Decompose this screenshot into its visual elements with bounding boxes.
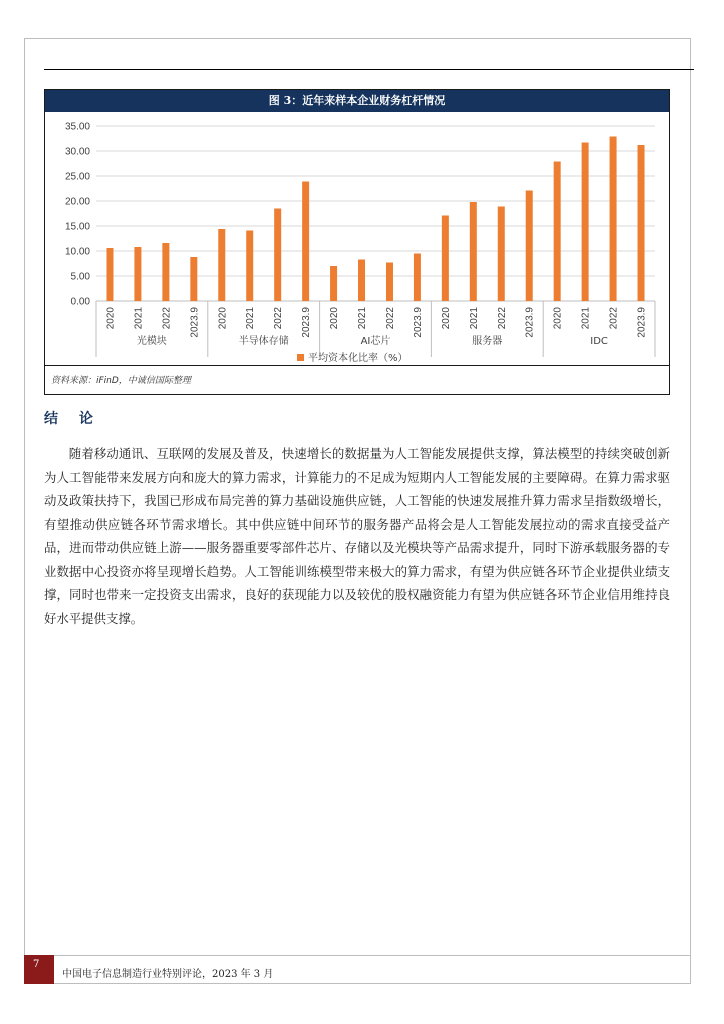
- x-tick-label: 2020: [440, 307, 452, 330]
- group-label: IDC: [590, 336, 608, 347]
- bar: [554, 162, 561, 302]
- x-tick-label: 2021: [580, 307, 592, 330]
- x-tick-label: 2022: [273, 307, 285, 330]
- x-tick-label: 2021: [133, 307, 145, 330]
- bar: [442, 216, 449, 302]
- x-tick-label: 2023.9: [301, 307, 313, 338]
- x-tick-label: 2022: [161, 307, 173, 330]
- footer-rule: [24, 955, 691, 956]
- bar: [218, 229, 225, 301]
- y-tick-label: 10.00: [64, 246, 90, 258]
- conclusion-heading: 结 论: [44, 411, 101, 427]
- group-label: 半导体存储: [238, 336, 289, 347]
- bar: [582, 143, 589, 302]
- page-number: 7: [24, 955, 54, 984]
- x-tick-label: 2022: [496, 307, 508, 330]
- group-label: 服务器: [472, 336, 503, 347]
- bar: [414, 254, 421, 302]
- y-tick-label: 5.00: [70, 271, 90, 283]
- figure-source: 资料来源：iFinD，中诚信国际整理: [45, 365, 669, 395]
- y-tick-label: 20.00: [64, 196, 90, 208]
- bar: [638, 145, 645, 301]
- x-tick-label: 2023.9: [524, 307, 536, 338]
- bar: [274, 209, 281, 302]
- legend-swatch: [297, 354, 304, 361]
- x-tick-label: 2022: [608, 307, 620, 330]
- bar: [162, 243, 169, 301]
- group-label: 光模块: [136, 336, 167, 347]
- bar: [526, 191, 533, 302]
- figure-3: [44, 89, 670, 395]
- footer-publication: 中国电子信息制造行业特别评论，2023 年 3 月: [62, 969, 274, 980]
- header-rule: [44, 69, 694, 70]
- bar: [358, 260, 365, 302]
- y-tick-label: 0.00: [70, 296, 90, 308]
- bar: [106, 248, 113, 301]
- bar: [610, 137, 617, 302]
- y-tick-label: 25.00: [64, 171, 90, 183]
- y-tick-label: 30.00: [64, 146, 90, 158]
- x-tick-label: 2023.9: [636, 307, 648, 338]
- y-tick-label: 35.00: [64, 121, 90, 133]
- x-tick-label: 2020: [217, 307, 229, 330]
- x-tick-label: 2020: [105, 307, 117, 330]
- group-label: AI芯片: [360, 336, 391, 347]
- bar: [386, 263, 393, 302]
- x-tick-label: 2021: [468, 307, 480, 330]
- bar: [246, 231, 253, 302]
- x-tick-label: 2023.9: [189, 307, 201, 338]
- bar: [302, 182, 309, 302]
- x-tick-label: 2021: [357, 307, 369, 330]
- x-tick-label: 2020: [552, 307, 564, 330]
- x-tick-label: 2023.9: [412, 307, 424, 338]
- bar: [470, 202, 477, 301]
- y-tick-label: 15.00: [64, 221, 90, 233]
- x-tick-label: 2022: [384, 307, 396, 330]
- bar: [330, 266, 337, 301]
- bar: [134, 247, 141, 301]
- bar: [190, 257, 197, 301]
- figure-title: 图 3：近年来样本企业财务杠杆情况: [45, 90, 669, 112]
- x-tick-label: 2020: [329, 307, 341, 330]
- x-tick-label: 2021: [245, 307, 257, 330]
- bar: [498, 207, 505, 302]
- bar-chart: [45, 112, 669, 365]
- legend-label: 平均资本化比率（%）: [308, 353, 408, 364]
- conclusion-paragraph: 随着移动通讯、互联网的发展及普及，快速增长的数据量为人工智能发展提供支撑，算法模型的持续突破创新为人工智能带来发展方向和庞大的算力需求，计算能力的不足成为短期内人工智能发展的主要障碍。在算力需求驱动及政策扶持下，我国已形成布局完善的算力基础设施供应链，人工智能的快速发展推升算力需求呈指数级增长，有望推动供应链各环节需求增长。其中供应链中间环节的服务器产品将会是人工智能发展拉动的需求直接受益产品，进而带动供应链上游——服务器重要零部件芯片、存储以及光模块等产品需求提升，同时下游承载服务器的专业数据中心投资亦将呈现增长趋势。人工智能训练模型带来极大的算力需求，有望为供应链各环节企业提供业绩支撑，同时也带来一定投资支出需求，良好的获现能力以及较优的股权融资能力有望为供应链各环节企业信用维持良好水平提供支撑。: [44, 446, 670, 626]
